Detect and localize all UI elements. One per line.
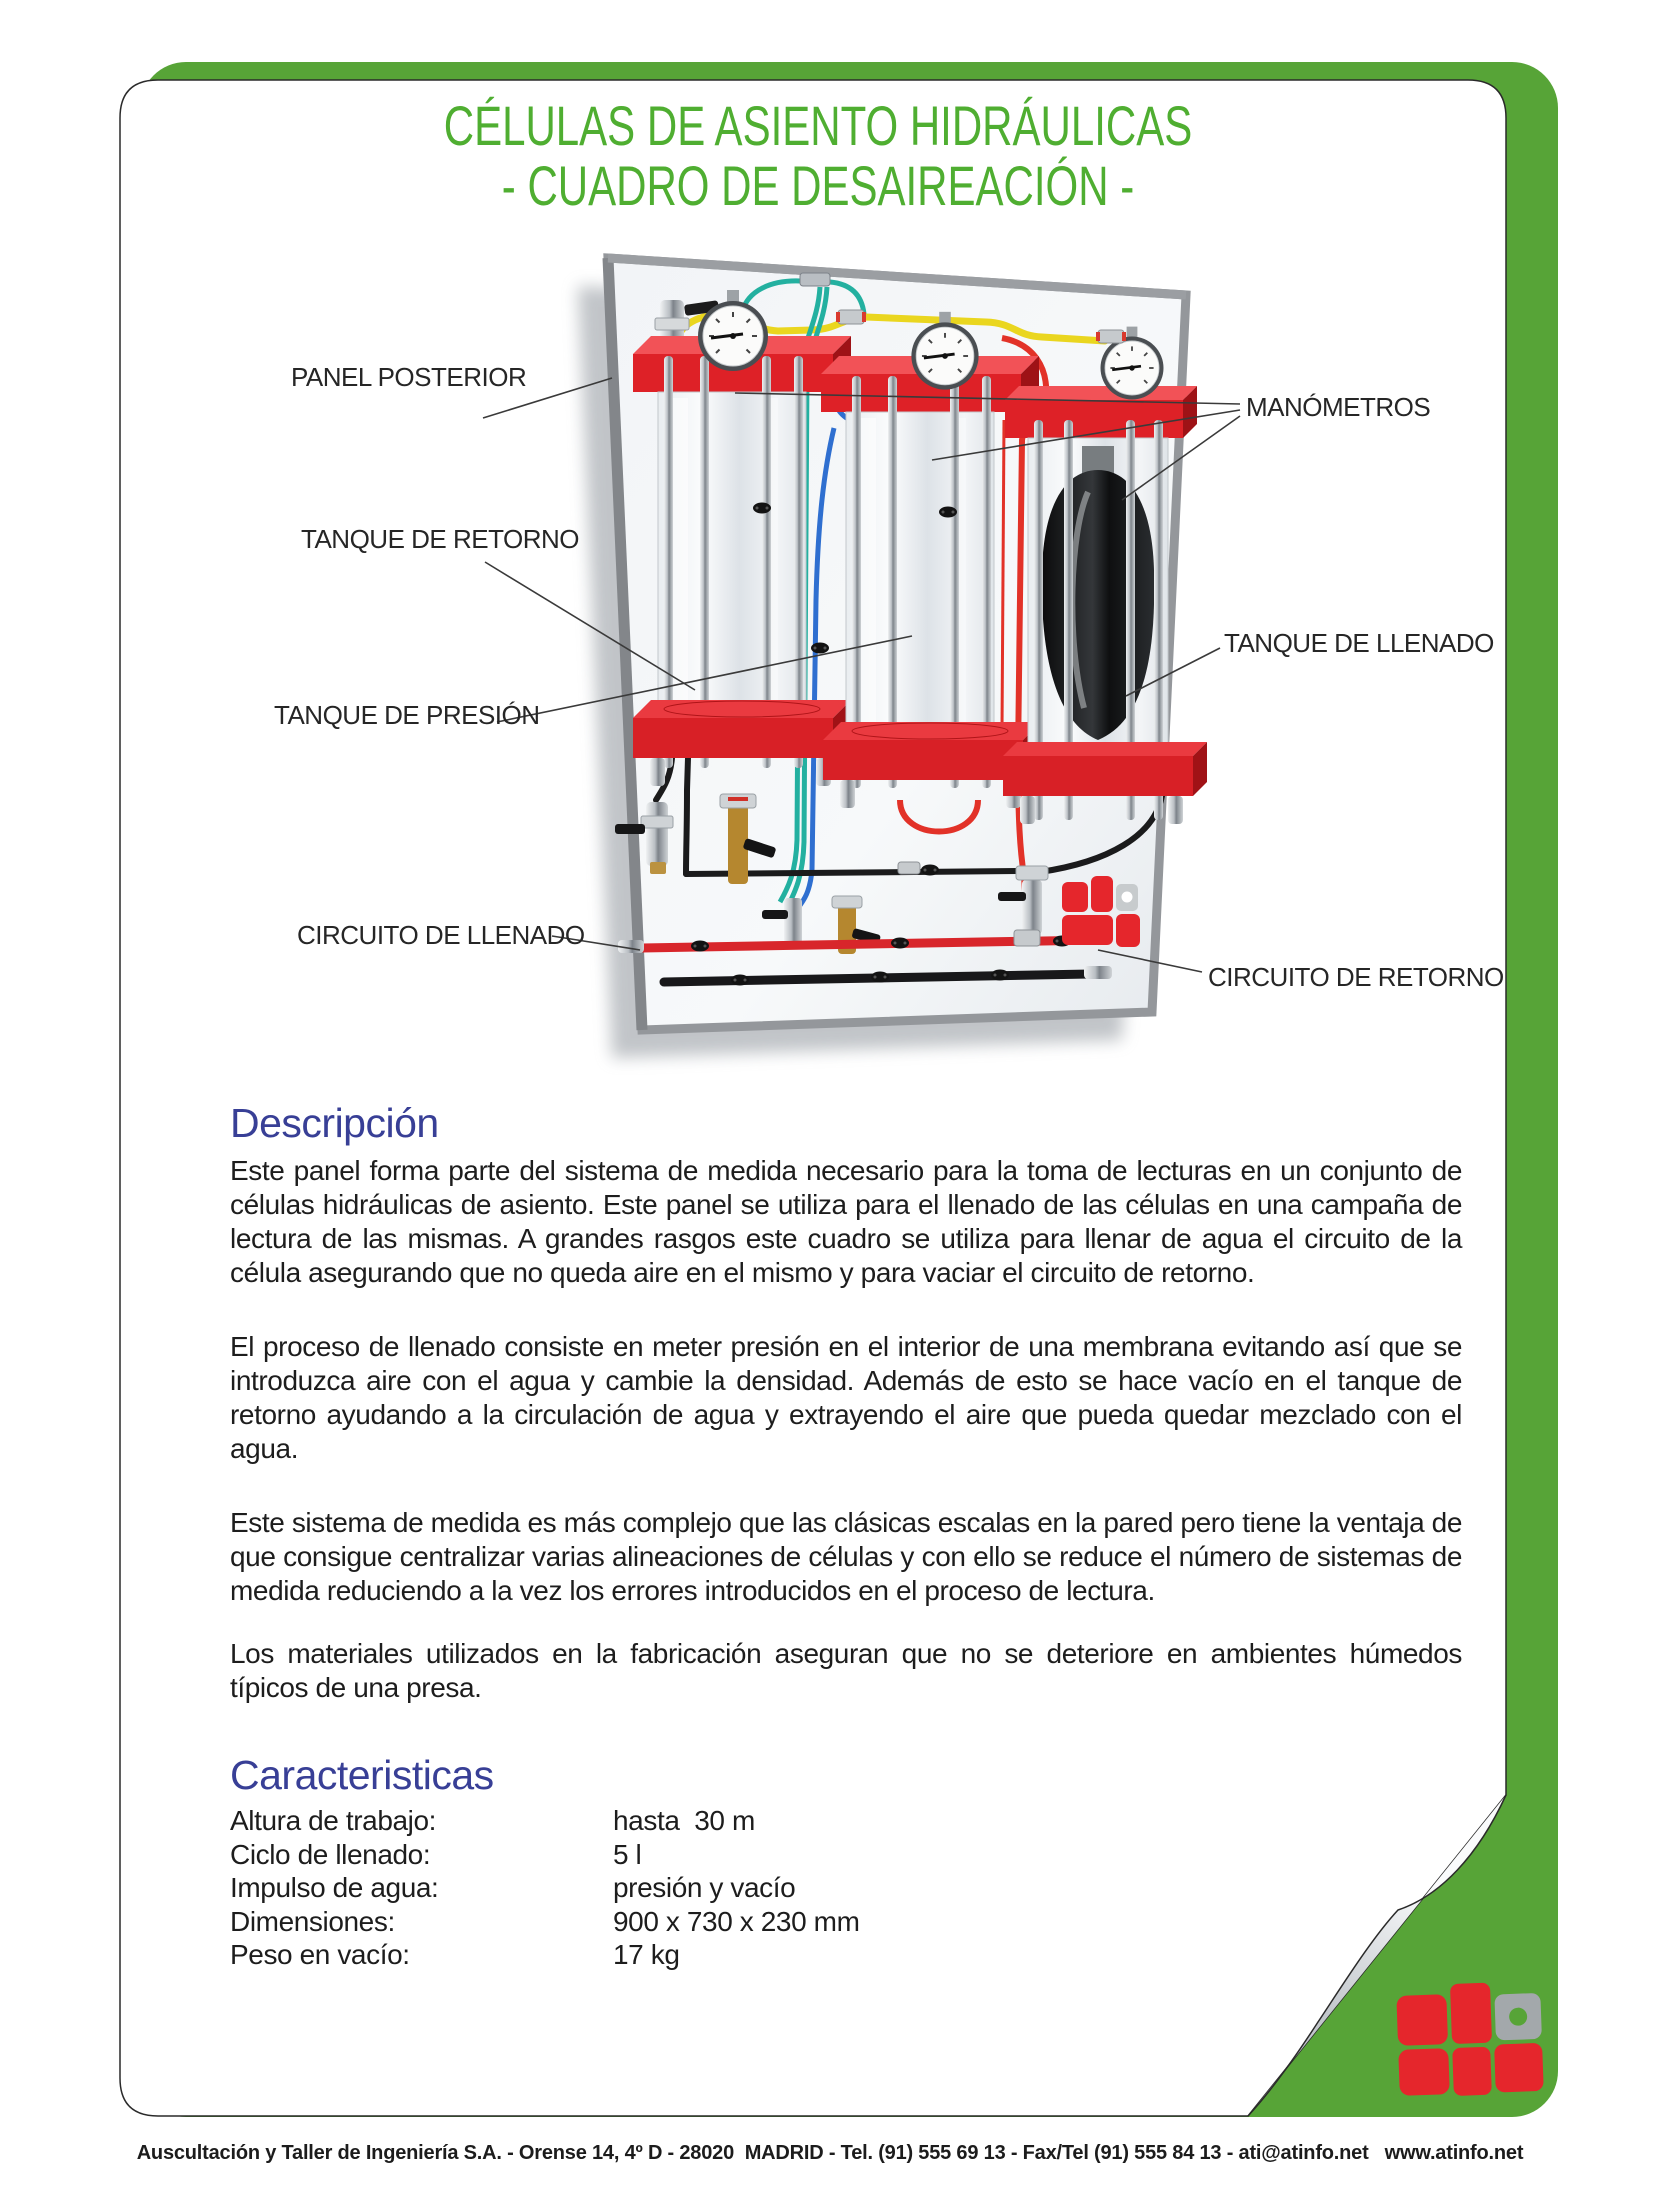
- description-paragraph: Este panel forma parte del sistema de medida necesario para la toma de lecturas en un conjunto de células hidráulicas de asiento. Este panel se utiliza para el llenado de las células en una campaña de lectura de las mismas. A grandes rasgos este cuadro se utiliza para llenar de agua el circuito de la célula asegurando que no queda aire en el mismo y para vaciar el circuito de retorno.: [230, 1155, 1462, 1288]
- characteristic-row: [230, 1938, 1330, 1972]
- characteristics-heading: Caracteristicas: [230, 1752, 494, 1798]
- title-line-1: CÉLULAS DE ASIENTO HIDRÁULICAS: [443, 94, 1193, 157]
- page-title: [168, 96, 1468, 216]
- footer-contact-line: Auscultación y Taller de Ingeniería S.A. - Orense 14, 4º D - 28020 MADRID - Tel. (91) 555 69 13 - Fax/Tel (91) 555 84 13 - ati@atinfo.net www.atinfo.net: [136, 2142, 1524, 2164]
- callout-manometros: MANÓMETROS: [1246, 392, 1431, 422]
- characteristic-value: hasta 30 m: [613, 1805, 755, 1836]
- characteristic-row: [230, 1871, 1330, 1905]
- description-paragraph: Este sistema de medida es más complejo que las clásicas escalas en la pared pero tiene la ventaja de que consigue centralizar varias alineaciones de células y con ello se reduce el número de sistemas de medida reduciendo a la vez los errores introducidos en el proceso de lectura.: [230, 1507, 1462, 1606]
- tee-connector: [800, 273, 830, 286]
- description-paragraph: Los materiales utilizados en la fabricación aseguran que no se deteriore en ambientes húmedos típicos de una presa.: [230, 1638, 1462, 1703]
- characteristic-value: 5 l: [613, 1838, 642, 1870]
- characteristic-value: 17 kg: [613, 1939, 680, 1970]
- title-line-2: - CUADRO DE DESAIREACIÓN -: [501, 154, 1135, 217]
- characteristic-row: [230, 1838, 1330, 1872]
- characteristic-label: Impulso de agua:: [230, 1872, 439, 1903]
- callout-circuito-llenado: CIRCUITO DE LLENADO: [297, 920, 585, 950]
- characteristic-row: [230, 1905, 1330, 1939]
- callout-panel-posterior: PANEL POSTERIOR: [291, 362, 527, 392]
- description-body: [230, 1154, 1462, 1745]
- description-paragraph: El proceso de llenado consiste en meter presión en el interior de una membrana evitando así que se introduzca aire con el agua y cambie la densidad. Además de esto se hace vacío en el tanque de retorno ayudando a la circulación de agua y extrayendo el aire que pueda quedar mezclado con el agua.: [230, 1331, 1462, 1464]
- characteristic-value: presión y vacío: [613, 1872, 796, 1903]
- description-heading: Descripción: [230, 1100, 439, 1146]
- callout-tanque-llenado: TANQUE DE LLENADO: [1224, 628, 1494, 658]
- characteristic-label: Peso en vacío:: [230, 1939, 410, 1970]
- characteristic-label: Ciclo de llenado:: [230, 1838, 431, 1870]
- equipment-photo: [578, 258, 1207, 1058]
- callout-circuito-retorno: CIRCUITO DE RETORNO: [1208, 962, 1504, 992]
- ati-logo: [1396, 1981, 1544, 2098]
- characteristic-label: Altura de trabajo:: [230, 1805, 437, 1836]
- characteristics-list: [230, 1804, 1330, 1972]
- characteristic-label: Dimensiones:: [230, 1905, 395, 1937]
- callout-tanque-presion: TANQUE DE PRESIÓN: [274, 700, 540, 730]
- callout-tanque-retorno: TANQUE DE RETORNO: [301, 524, 580, 554]
- characteristic-value: 900 x 730 x 230 mm: [613, 1905, 860, 1937]
- characteristic-row: [230, 1804, 1330, 1838]
